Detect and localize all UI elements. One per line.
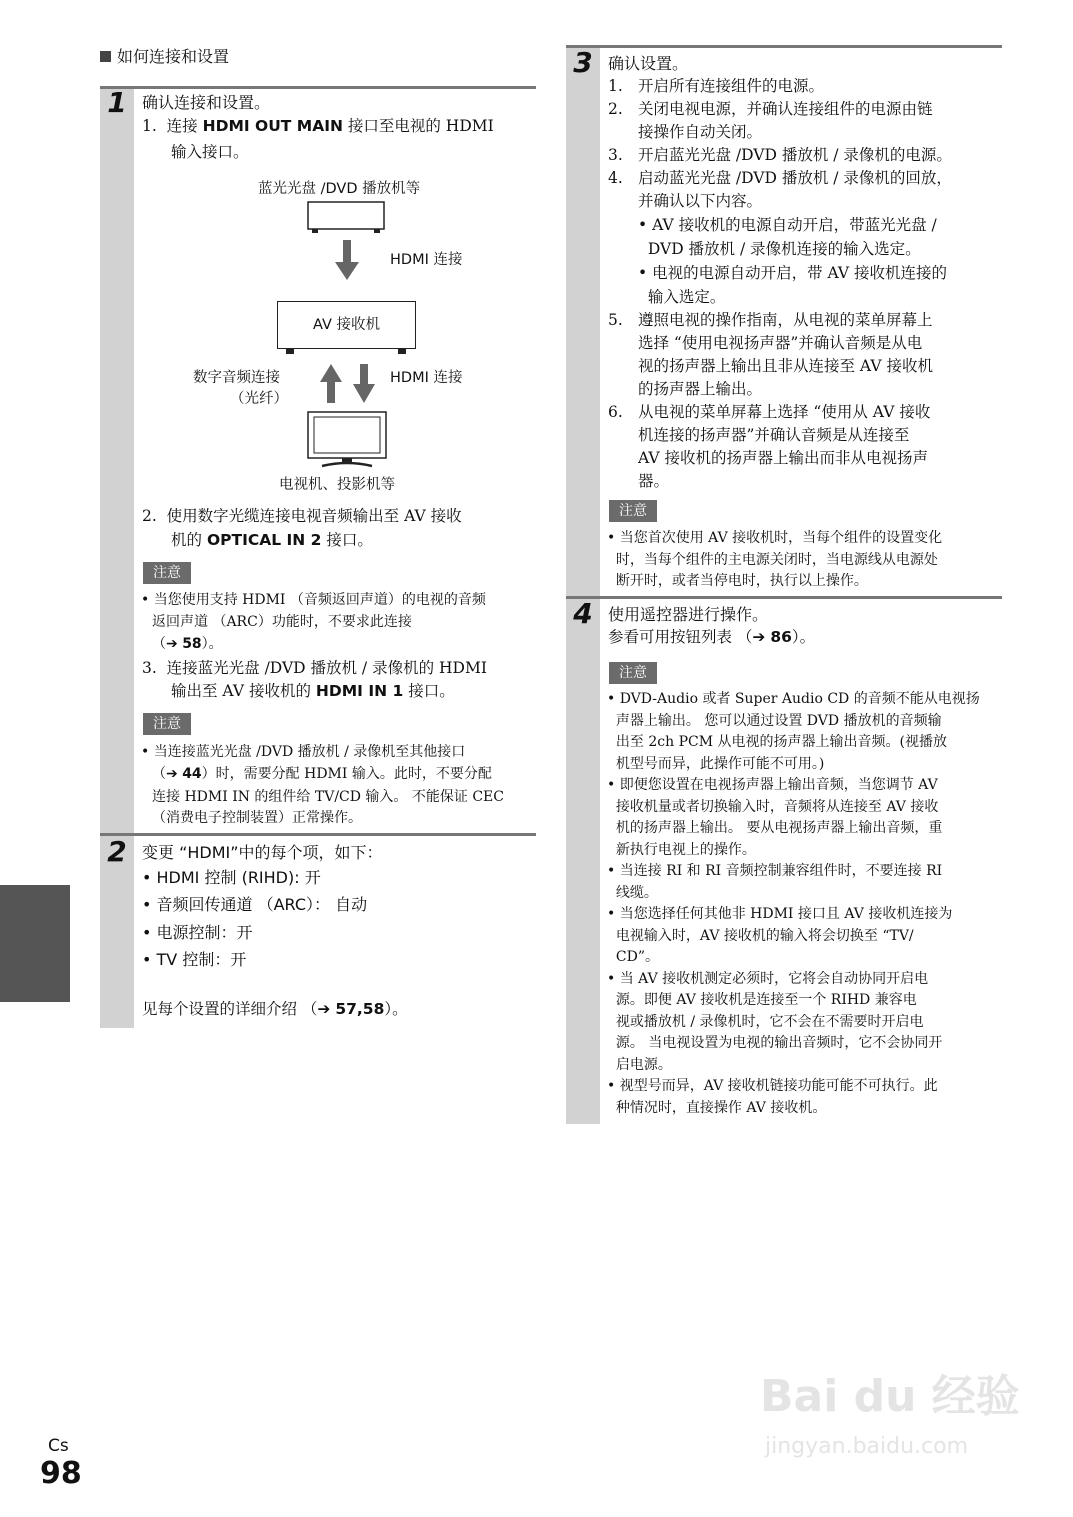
list-item-text: 器。 <box>638 472 670 490</box>
note-tag-2: 注意 <box>143 713 191 735</box>
arrow-down-icon <box>334 240 360 282</box>
list-item: 种情况时，直接操作 AV 接收机。 <box>607 1099 827 1116</box>
list-item-text: 并确认以下内容。 <box>638 192 763 210</box>
receiver-foot-left <box>286 349 294 354</box>
step3-number: 3 <box>573 46 593 79</box>
step2-bullet-power: • 电源控制：开 <box>142 923 253 942</box>
list-item-text: 视的扬声器上输出且非从连接至 AV 接收机 <box>638 357 933 375</box>
chapter-side-tab <box>0 885 70 1002</box>
step2-bullet-arc: • 音频回传通道 （ARC）： 自动 <box>142 895 368 914</box>
list-item: 接收机量或者切换输入时，音频将从连接至 AV 接收 <box>607 798 939 815</box>
list-item <box>608 447 933 470</box>
list-item: 源。 当电视设置为电视的输出音频时，它不会协同开 <box>607 1035 943 1051</box>
list-item <box>608 144 952 167</box>
list-item-text: 开启所有连接组件的电源。 <box>638 77 825 95</box>
section-title: 如何连接和设置 <box>100 44 229 67</box>
list-item <box>608 75 952 98</box>
list-item: 线缆。 <box>607 884 658 901</box>
list-item-text: 开启蓝光光盘 /DVD 播放机 / 录像机的电源。 <box>638 146 952 164</box>
note1-line1: • 当您使用支持 HDMI （音频返回声道）的电视的音频 <box>141 592 486 608</box>
list-item <box>608 98 952 121</box>
note-tag-4: 注意 <box>609 662 657 684</box>
step3-sublist <box>638 213 947 309</box>
square-bullet-icon <box>100 51 111 62</box>
list-item: CD”。 <box>607 949 659 965</box>
step1-item2: 2. 使用数字光缆连接电视音频输出至 AV 接收 <box>142 507 462 525</box>
list-item: 机型号而异，此操作可能不可用。) <box>607 755 825 772</box>
note2-line2: （➔ 44）时，需要分配 HDMI 输入。此时，不要分配 <box>152 766 492 782</box>
note1-line3: （➔ 58）。 <box>152 636 223 652</box>
list-item <box>608 355 933 378</box>
av-receiver-label: AV 接收机 <box>312 317 381 333</box>
step2-number: 2 <box>107 835 127 868</box>
step3-list <box>608 75 952 213</box>
list-item: • 当 AV 接收机测定必须时，它将会自动协同开启电 <box>607 970 929 987</box>
list-item-text: 的扬声器上输出。 <box>638 380 763 398</box>
list-item: 机的扬声器上输出。 要从电视扬声器上输出音频，重 <box>607 820 943 836</box>
step3-top-rule <box>566 45 1002 48</box>
step1-item1-line2: 输入接口。 <box>171 143 249 161</box>
step3-bar <box>566 48 600 596</box>
list-item <box>608 470 933 493</box>
hdmi-connection-label-2: HDMI 连接 <box>390 370 463 386</box>
list-item: 声器上输出。 您可以通过设置 DVD 播放机的音频输 <box>607 712 942 729</box>
list-item-text: 启动蓝光光盘 /DVD 播放机 / 录像机的回放， <box>638 169 952 187</box>
page-number: 98 <box>40 1456 82 1491</box>
step3-heading: 确认设置。 <box>608 54 689 73</box>
watermark-logo: Bai du 经验 <box>760 1371 1020 1422</box>
list-item-text: 关闭电视电源，并确认连接组件的电源由链 <box>638 100 933 118</box>
list-item <box>608 167 952 190</box>
step4-number: 4 <box>573 597 593 630</box>
list-item: 输入选定。 <box>638 288 726 306</box>
note-tag-1: 注意 <box>143 562 191 584</box>
list-item <box>608 424 933 447</box>
list-item-number: 6. <box>608 403 623 421</box>
av-receiver-box <box>277 301 416 349</box>
step1-item3: 3. 连接蓝光光盘 /DVD 播放机 / 录像机的 HDMI <box>142 659 487 677</box>
list-item: • 当您首次使用 AV 接收机时，当每个组件的设置变化 <box>607 530 943 546</box>
list-item: • 电视的电源自动开启，带 AV 接收机连接的 <box>638 264 948 282</box>
list-item-text: 选择 “使用电视扬声器”并确认音频是从电 <box>638 334 923 352</box>
list-item <box>608 190 952 213</box>
list-item: 时，当每个组件的主电源关闭时，当电源线从电源处 <box>607 551 938 568</box>
step1-item1: 1. 连接 HDMI OUT MAIN 接口至电视的 HDMI <box>142 117 494 135</box>
list-item: 新执行电视上的操作。 <box>607 841 756 858</box>
list-item-text: 从电视的菜单屏幕上选择 “使用从 AV 接收 <box>638 403 931 421</box>
list-item <box>608 332 933 355</box>
list-item-text: 机连接的扬声器”并确认音频是从连接至 <box>638 426 910 444</box>
list-item <box>608 401 933 424</box>
list-item: • AV 接收机的电源自动开启，带蓝光光盘 / <box>638 216 937 234</box>
tv-label: 电视机、投影机等 <box>279 477 395 493</box>
step1-heading: 确认连接和设置。 <box>142 93 271 112</box>
list-item <box>608 378 933 401</box>
step1-item2-line2: 机的 OPTICAL IN 2 接口。 <box>171 531 373 549</box>
list-item: • DVD-Audio 或者 Super Audio CD 的音频不能从电视扬 <box>607 691 980 707</box>
player-device-icon <box>290 196 410 236</box>
list-item: 断开时，或者当停电时，执行以上操作。 <box>607 573 868 589</box>
list-item: DVD 播放机 / 录像机连接的输入选定。 <box>638 240 921 258</box>
note2-line4: （消费电子控制装置）正常操作。 <box>152 810 362 826</box>
player-label: 蓝光光盘 /DVD 播放机等 <box>258 181 421 197</box>
bidirectional-arrows-icon <box>318 364 378 404</box>
list-item-text: 遵照电视的操作指南，从电视的菜单屏幕上 <box>638 311 933 329</box>
list-item-number: 4. <box>608 169 623 187</box>
language-code: Cs <box>48 1436 69 1456</box>
list-item: 视或播放机 / 录像机时，它不会在不需要时开启电 <box>607 1013 924 1030</box>
list-item: 电视输入时，AV 接收机的输入将会切换至 “TV/ <box>607 927 914 944</box>
optical-label: 数字音频连接 <box>193 370 280 386</box>
list-item-number: 3. <box>608 146 623 164</box>
list-item: 出至 2ch PCM 从电视的扬声器上输出音频。(视播放 <box>607 734 947 750</box>
step2-footer: 见每个设置的详细介绍 （➔ 57,58）。 <box>142 1000 408 1018</box>
step1-number: 1 <box>107 86 127 119</box>
list-item: • 视型号而异，AV 接收机链接功能可能不可执行。此 <box>607 1078 938 1094</box>
note2-line3: 连接 HDMI IN 的组件给 TV/CD 输入。 不能保证 CEC <box>152 789 504 805</box>
list-item-text: AV 接收机的扬声器上输出而非从电视扬声 <box>638 449 929 467</box>
step1-item3-line2: 输出至 AV 接收机的 HDMI IN 1 接口。 <box>171 682 455 700</box>
step1-bar <box>100 89 134 833</box>
step3-list-2 <box>608 309 933 493</box>
list-item <box>608 309 933 332</box>
step4-notes <box>607 689 980 1119</box>
list-item: • 当您选择任何其他非 HDMI 接口且 AV 接收机连接为 <box>607 906 953 922</box>
list-item-number: 1. <box>608 77 623 95</box>
step4-top-rule <box>566 596 1002 599</box>
step2-bullet-hdmi-control: • HDMI 控制 (RIHD): 开 <box>142 868 321 887</box>
receiver-foot-right <box>398 349 406 354</box>
note2-line1: • 当连接蓝光光盘 /DVD 播放机 / 录像机至其他接口 <box>141 744 466 760</box>
list-item: 源。即便 AV 接收机是连接至一个 RIHD 兼容电 <box>607 992 917 1008</box>
step4-bar <box>566 599 600 1124</box>
step4-subheading: 参看可用按钮列表 （➔ 86）。 <box>608 628 816 646</box>
watermark-url: jingyan.baidu.com <box>765 1434 969 1459</box>
list-item-number: 2. <box>608 100 623 118</box>
step2-heading: 变更 “HDMI”中的每个项，如下： <box>142 843 383 862</box>
step4-heading: 使用遥控器进行操作。 <box>608 605 769 624</box>
step2-bullet-tv: • TV 控制：开 <box>142 950 247 969</box>
list-item: • 当连接 RI 和 RI 音频控制兼容组件时，不要连接 RI <box>607 863 943 879</box>
list-item: • 即便您设置在电视扬声器上输出音频，当您调节 AV <box>607 777 938 793</box>
tv-icon <box>300 410 395 470</box>
step3-note <box>607 528 942 593</box>
list-item-number: 5. <box>608 311 623 329</box>
note-tag-3: 注意 <box>609 500 657 522</box>
hdmi-connection-label-1: HDMI 连接 <box>390 252 463 268</box>
note1-line2: 返回声道 （ARC）功能时，不要求此连接 <box>152 614 412 630</box>
list-item: 启电源。 <box>607 1056 672 1073</box>
list-item-text: 接操作自动关闭。 <box>638 123 763 141</box>
list-item <box>608 121 952 144</box>
optical-label-sub: （光纤） <box>230 391 288 407</box>
step2-top-rule <box>100 833 536 836</box>
step1-top-rule <box>100 86 536 89</box>
